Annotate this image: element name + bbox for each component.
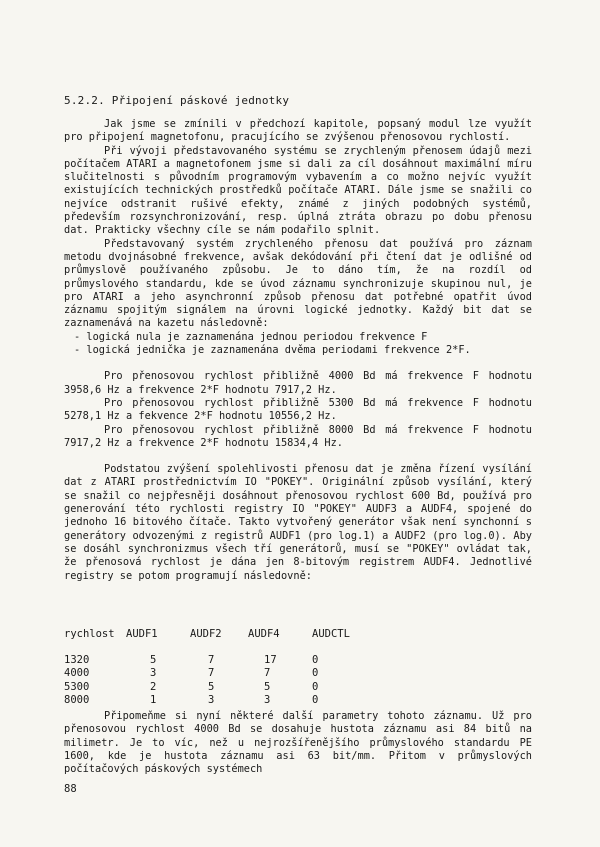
table-cell: 1320 bbox=[64, 654, 90, 667]
table-cell: 5 bbox=[150, 654, 157, 667]
paragraph: Při vývoji představovaného systému se zrychleným přenosem údajů mezi počítačem ATARI a magnetofonem jsme si dali za cíl dosáhnout maximální míru slučitelnosti s původním programovým vybavením a co možno nejvíc využít existujících technických prostředků počítače ATARI. Dále jsme se snažili co nejvíce odstranit rušivé efekty, známé z jiných podobných systémů, především rozsynchronizování, resp. úplná ztráta obrazu po dobu přenosu dat. Prakticky všechny cíle se nám podařilo splnit. bbox=[64, 144, 532, 237]
column-header: AUDF2 bbox=[190, 628, 222, 640]
table-cell: 5 bbox=[264, 680, 271, 693]
page-number: 88 bbox=[64, 783, 77, 795]
table-cell: 7 bbox=[208, 667, 215, 680]
table-cell: 0 bbox=[312, 680, 319, 693]
table-cell: 4000 bbox=[64, 667, 90, 680]
table-cell: 8000 bbox=[64, 693, 90, 706]
table-cell: 5300 bbox=[64, 680, 90, 693]
paragraph: Jak jsme se zmínili v předchozí kapitole, popsaný modul lze využít pro připojení magnetofonu, pracujícího se zvýšenou přenosovou rychlostí. bbox=[64, 118, 532, 144]
paragraph: Podstatou zvýšení spolehlivosti přenosu dat je změna řízení vysílání dat z ATARI prostřednictvím IO "POKEY". Originální způsob vysílání, který se snažil co nejpřesněji dosáhnout přenosovou rychlost 600 Bd, používá pro generování této rychlosti registry IO "POKEY" AUDF3 a AUDF4, spojené do jednoho 16 bitového čítače. Takto vytvořený generátor však není synchonní s generátory odvozenými z registrů AUDF1 (pro log.1) a AUDF2 (pro log.0). Aby se dosáhl synchronizmus všech tří generátorů, musí se "POKEY" ovládat tak, že přenosová rychlost je dána jen 8-bitovým registrem AUDF4. Jednotlivé registry se potom programují následovně: bbox=[64, 463, 532, 582]
encoding-list bbox=[64, 331, 532, 358]
column-header: rychlost bbox=[64, 628, 115, 640]
table-cell: 17 bbox=[264, 654, 277, 667]
table-cell: 0 bbox=[312, 667, 319, 680]
table-cell: 0 bbox=[312, 693, 319, 706]
body-text-lower bbox=[64, 710, 532, 776]
table-row bbox=[64, 667, 372, 680]
table-cell: 3 bbox=[208, 693, 215, 706]
table-row bbox=[64, 654, 372, 667]
column-header: AUDF4 bbox=[248, 628, 280, 640]
table-cell: 1 bbox=[150, 693, 157, 706]
column-header: AUDF1 bbox=[126, 628, 158, 640]
paragraph: Pro přenosovou rychlost přibližně 8000 Bd má frekvence F hodnotu 7917,2 Hz a frekvence 2*F hodnotu 15834,4 Hz. bbox=[64, 423, 532, 449]
table-cell: 3 bbox=[150, 667, 157, 680]
section-heading: 5.2.2. Připojení páskové jednotky bbox=[64, 94, 290, 107]
table-row bbox=[64, 681, 372, 694]
body-text-upper bbox=[64, 118, 532, 583]
table-cell: 7 bbox=[208, 654, 215, 667]
table-cell: 0 bbox=[312, 654, 319, 667]
table-row bbox=[64, 694, 372, 707]
list-item: - logická jednička je zaznamenána dvěma periodami frekvence 2*F. bbox=[74, 344, 471, 357]
column-header: AUDCTL bbox=[312, 628, 350, 640]
paragraph: Pro přenosovou rychlost přibližně 5300 Bd má frekvence F hodnotu 5278,1 Hz a fekvence 2*F hodnotu 10556,2 Hz. bbox=[64, 396, 532, 423]
paragraph: Pro přenosovou rychlost přibližně 4000 Bd má frekvence F hodnotu 3958,6 Hz a frekvence 2*F hodnotu 7917,2 Hz. bbox=[64, 370, 532, 396]
table-cell: 5 bbox=[208, 680, 215, 693]
table-header-row bbox=[64, 628, 372, 641]
paragraph: Představovaný systém zrychleného přenosu dat používá pro záznam metodu dvojnásobné frekvence, avšak dekódování při čtení dat je odlišné od průmyslově používaného způsobu. Je to dáno tím, že na rozdíl od průmyslového standardu, kde se úvod záznamu synchronizuje skupinou nul, je pro ATARI a jeho asynchronní způsob přenosu dat potřebné opatřit úvod záznamu spojitým signálem na úrovni logické jednotky. Každý bit dat se zaznamenává na kazetu následovně: bbox=[64, 237, 532, 330]
table-cell: 7 bbox=[264, 667, 271, 680]
table-cell: 2 bbox=[150, 680, 157, 693]
register-table bbox=[64, 628, 372, 707]
paragraph: Připomeňme si nyní některé další parametry tohoto záznamu. Už pro přenosovou rychlost 4000 Bd se dosahuje hustota záznamu asi 84 bitů na milimetr. Je to víc, než u nejrozšířenějšího průmyslového standardu PE 1600, kde je hustota záznamu asi 63 bit/mm. Přitom v průmyslových počítačových páskových systémech bbox=[64, 710, 532, 776]
list-item: - logická nula je zaznamenána jednou periodou frekvence F bbox=[74, 330, 428, 343]
table-cell: 3 bbox=[264, 693, 271, 706]
